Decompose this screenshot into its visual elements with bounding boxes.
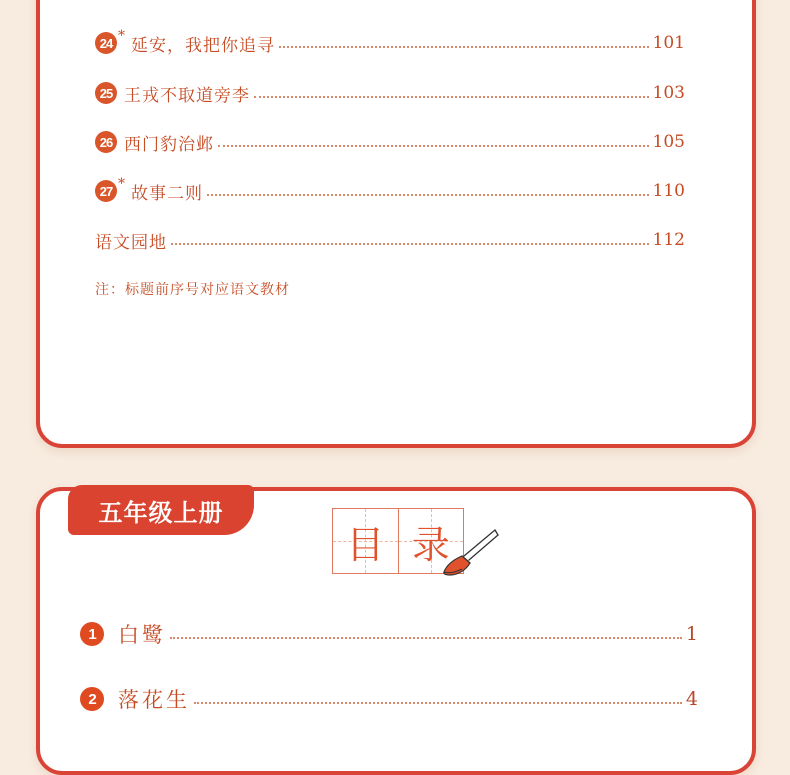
toc-entry-25[interactable] [95,80,685,106]
grade-label: 五年级上册 [68,485,254,535]
lesson-title: 延安，我把你追寻 [131,35,275,56]
garden-title: 语文园地 [95,232,167,253]
lesson-number-badge: 1 [80,622,104,646]
grid-cell [333,509,398,573]
lesson-title: 西门豹治邺 [124,134,214,155]
lesson-title: 故事二则 [131,183,203,204]
footnote: 注：标题前序号对应语文教材 [95,282,290,298]
dotted-leader [171,243,649,245]
lesson-title: 落花生 [118,688,190,712]
heading-char: 目 [346,522,385,567]
lesson-title: 王戎不取道旁李 [124,85,250,106]
page-number: 101 [652,33,685,53]
toc-entry-garden[interactable] [95,227,685,253]
dotted-leader [279,46,649,48]
lesson-number-badge: 25 [95,82,117,104]
dotted-leader [207,194,649,196]
dotted-leader [218,145,649,147]
page-number: 103 [652,83,685,103]
heading-char: 录 [411,522,450,567]
dotted-leader [170,637,682,639]
page-number: 112 [652,230,685,250]
toc-entry-24[interactable] [95,30,685,56]
page-number: 105 [652,132,685,152]
lesson-number-badge: 27 [95,180,117,202]
lesson-number-badge: 24 [95,32,117,54]
extended-reading-star: * [118,28,125,44]
page-number: 4 [685,688,698,710]
toc-entry-1[interactable] [80,619,698,649]
extended-reading-star: * [118,176,125,192]
lesson-title: 白鹭 [118,623,166,647]
page-number: 1 [685,623,698,645]
lesson-number-badge: 2 [80,687,104,711]
toc-entry-27[interactable] [95,178,685,204]
toc-entry-2[interactable] [80,684,698,714]
toc-card-top [36,0,756,448]
toc-entry-26[interactable] [95,129,685,155]
dotted-leader [254,96,649,98]
contents-heading [332,508,464,574]
page-number: 110 [652,181,685,201]
lesson-number-badge: 26 [95,131,117,153]
dotted-leader [194,702,682,704]
